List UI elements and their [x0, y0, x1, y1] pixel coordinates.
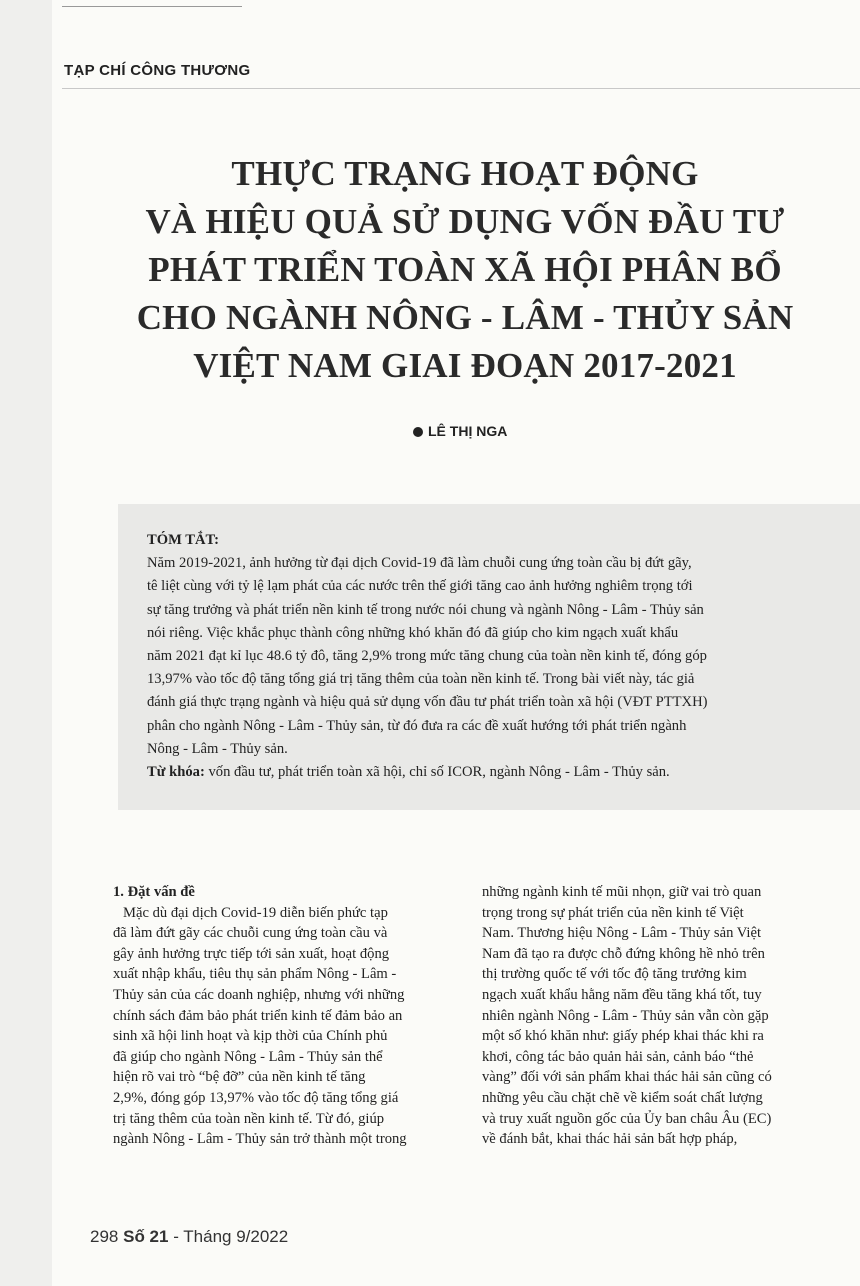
title-line: CHO NGÀNH NÔNG - LÂM - THỦY SẢN — [136, 298, 794, 337]
body-column-left — [113, 882, 451, 1150]
abstract-line: sự tăng trưởng và phát triển nền kinh tế trong nước nói chung và ngành Nông - Lâm - Thủy sản — [147, 601, 704, 618]
abstract-line: Nông - Lâm - Thủy sản. — [147, 740, 288, 757]
abstract-line: 13,97% vào tốc độ tăng tổng giá trị tăng thêm của toàn nền kinh tế. Trong bài viết này, tác giả — [147, 671, 695, 688]
body-line: Nam. Thương hiệu Nông - Lâm - Thủy sản Việt — [482, 925, 762, 942]
body-line: trọng trong sự phát triển của nền kinh tế Việt — [482, 904, 744, 921]
body-line: xuất nhập khẩu, tiêu thụ sản phẩm Nông - Lâm - — [113, 966, 397, 983]
body-line: trị tăng thêm của toàn nền kinh tế. Từ đó, giúp — [113, 1110, 385, 1127]
body-line: ngạch xuất khẩu hằng năm đều tăng khá tốt, tuy — [482, 986, 762, 1003]
body-line: chính sách đảm bảo phát triển kinh tế đảm bảo an — [113, 1007, 403, 1024]
bullet-icon — [413, 427, 423, 437]
body-line: ngành Nông - Lâm - Thủy sản trở thành một trong — [113, 1131, 407, 1148]
body-line: 2,9%, đóng góp 13,97% vào tốc độ tăng tổng giá — [113, 1089, 399, 1106]
keywords — [147, 761, 807, 784]
body-line: một số khó khăn như: giấy phép khai thác khi ra — [482, 1028, 764, 1045]
body-line: thị trường quốc tế với tốc độ tăng trưởng kim — [482, 966, 747, 983]
body-column-right — [482, 882, 820, 1150]
journal-divider — [62, 88, 860, 89]
abstract-line: năm 2021 đạt kỉ lục 48.6 tỷ đô, tăng 2,9% trong mức tăng chung của toàn nền kinh tế, đóng góp — [147, 648, 707, 665]
body-line: Mặc dù đại dịch Covid-19 diễn biến phức tạp — [123, 904, 388, 921]
page-footer — [90, 1227, 288, 1247]
issue-date: - Tháng 9/2022 — [173, 1227, 289, 1246]
author-byline — [413, 423, 507, 439]
abstract — [147, 529, 807, 784]
abstract-line: đánh giá thực trạng ngành và hiệu quả sử dụng vốn đầu tư phát triển toàn xã hội (VĐT PTTXH) — [147, 694, 708, 711]
body-line: vàng” đối với sản phẩm khai thác hải sản cũng có — [482, 1069, 772, 1086]
body-line: và truy xuất nguồn gốc của Ủy ban châu Âu (EC) — [482, 1110, 772, 1127]
body-line: Thủy sản của các doanh nghiệp, nhưng với những — [113, 986, 405, 1003]
body-line: gây ảnh hưởng trực tiếp tới sản xuất, hoạt động — [113, 945, 390, 962]
journal-name: TẠP CHÍ CÔNG THƯƠNG — [64, 62, 251, 79]
body-line: Nam đã tạo ra được chỗ đứng không hề nhỏ trên — [482, 945, 765, 962]
body-line: những yêu cầu chặt chẽ về kiểm soát chất lượng — [482, 1089, 763, 1106]
article-title — [120, 150, 810, 390]
title-line: THỰC TRẠNG HOẠT ĐỘNG — [231, 154, 699, 193]
body-line: nhiên ngành Nông - Lâm - Thủy sản vẫn còn gặp — [482, 1007, 769, 1024]
section-heading: 1. Đặt vấn đề — [113, 884, 195, 900]
title-line: VIỆT NAM GIAI ĐOẠN 2017-2021 — [193, 346, 737, 385]
body-line: sinh xã hội linh hoạt và kịp thời của Chính phủ — [113, 1028, 388, 1045]
page-margin-shade — [0, 0, 52, 1286]
top-rule — [62, 6, 242, 7]
title-line: VÀ HIỆU QUẢ SỬ DỤNG VỐN ĐẦU TƯ — [145, 202, 785, 241]
title-line: PHÁT TRIỂN TOÀN XÃ HỘI PHÂN BỔ — [148, 250, 782, 289]
issue-number: Số 21 — [123, 1227, 169, 1246]
body-line: hiện rõ vai trò “bệ đỡ” của nền kinh tế tăng — [113, 1069, 366, 1086]
author-name: LÊ THỊ NGA — [428, 423, 508, 439]
abstract-line: nói riêng. Việc khắc phục thành công những khó khăn đó đã giúp cho kim ngạch xuất khẩu — [147, 624, 679, 641]
body-line: đã làm đứt gãy các chuỗi cung ứng toàn cầu và — [113, 925, 388, 942]
abstract-line: tê liệt cùng với tỷ lệ lạm phát của các nước trên thế giới tăng cao ảnh hưởng nghiêm trọng tới — [147, 578, 693, 595]
keywords-label: Từ khóa: — [147, 764, 205, 781]
abstract-line: Năm 2019-2021, ảnh hưởng từ đại dịch Covid-19 đã làm chuỗi cung ứng toàn cầu bị đứt gãy, — [147, 555, 692, 572]
keywords-text: vốn đầu tư, phát triển toàn xã hội, chỉ số ICOR, ngành Nông - Lâm - Thủy sản. — [208, 764, 670, 781]
body-line: những ngành kinh tế mũi nhọn, giữ vai trò quan — [482, 884, 762, 900]
body-line: về đánh bắt, khai thác hải sản bất hợp pháp, — [482, 1131, 738, 1148]
abstract-heading: TÓM TẮT: — [147, 532, 220, 548]
page-number: 298 — [90, 1227, 119, 1246]
abstract-line: phân cho ngành Nông - Lâm - Thủy sản, từ đó đưa ra các đề xuất hướng tới phát triển ngành — [147, 717, 687, 734]
body-line: đã giúp cho ngành Nông - Lâm - Thủy sản thể — [113, 1048, 383, 1065]
body-line: khơi, công tác bảo quản hải sản, cảnh báo “thẻ — [482, 1048, 754, 1065]
